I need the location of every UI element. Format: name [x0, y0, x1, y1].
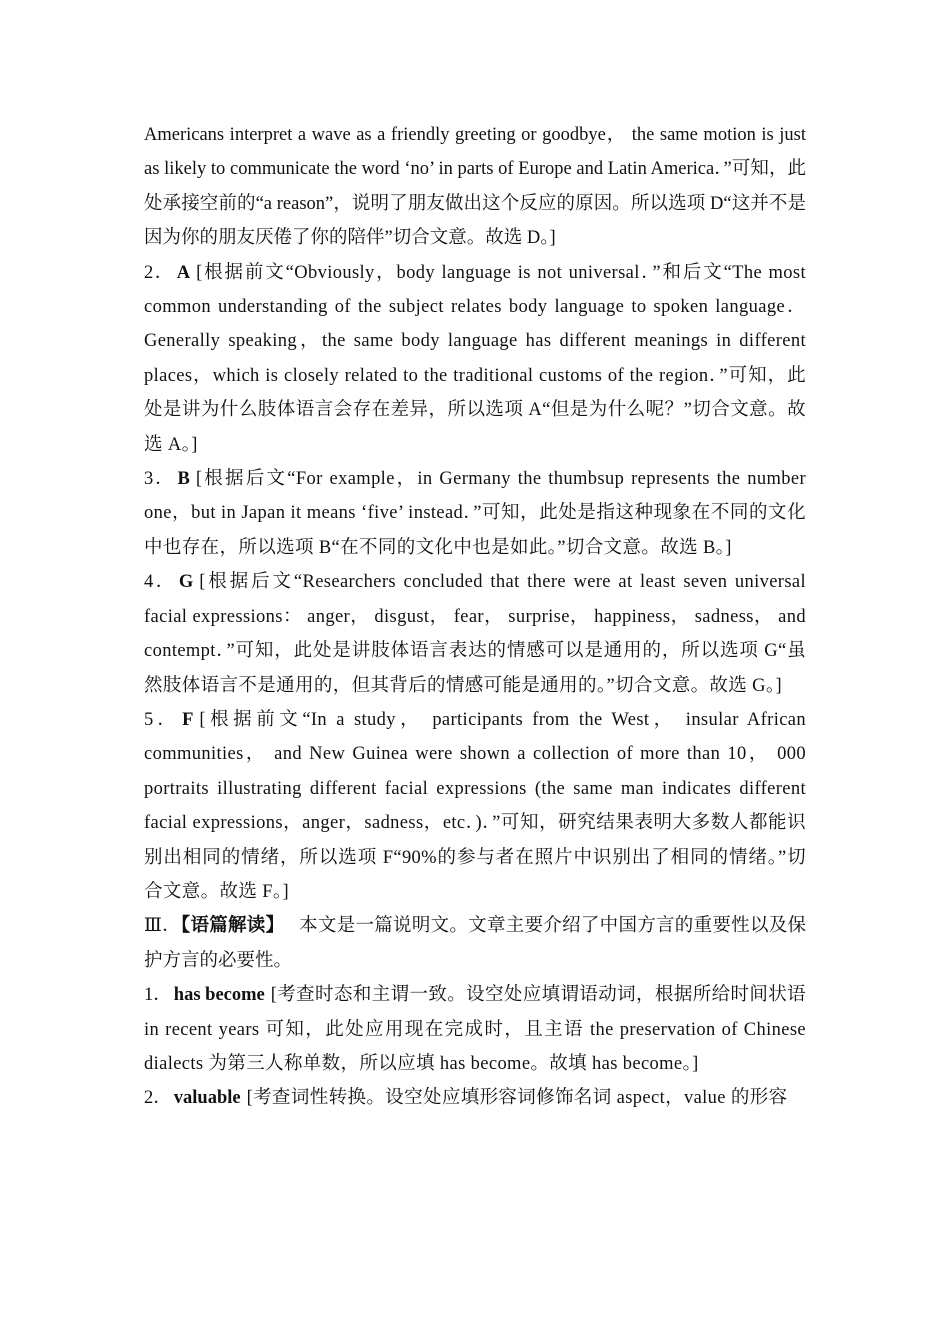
item-number: 1． [144, 985, 172, 1006]
section-summary: 本文是一篇说明文。文章主要介绍了中国方言的重要性以及保护方言的必要性。 [144, 916, 807, 971]
item-explanation: [考查时态和主谓一致。设空处应填谓语动词，根据所给时间状语 in recent years 可知，此处应用现在完成时，且主语 the preservation of Chinese dialects 为第三人称单数，所以应填 has become。故填 has become。] [144, 985, 806, 1074]
continuation-text: Americans interpret a wave as a friendly greeting or goodbye， the same motion is just as likely to communicate the word ‘no’ in parts of Europe and Latin America．”可知，此处承接空前的“a reason”，说明了朋友做出这个反应的原因。所以选项 D“这并不是因为你的朋友厌倦了你的陪伴”切合文意。故选 D。] [144, 125, 806, 249]
item-number: 5． [144, 709, 181, 730]
section-3-intro [144, 909, 806, 978]
answer-item-3 [144, 462, 806, 565]
answer-item-5 [144, 703, 806, 909]
item-answer: valuable [173, 1088, 241, 1109]
item-explanation: [考查词性转换。设空处应填形容词修饰名词 aspect，value 的形容 [246, 1088, 788, 1109]
item-explanation: [根据前文“In a study， participants from the West， insular African communities， and New Guinea were shown a collection of more than 10， 000 portraits illustrating different facial expressions (the same man indicates different facial expressions，anger，sadness，etc．)．”可知，研究结果表明大多数人都能识别出相同的情绪，所以选项 F“90%的参与者在照片中识别出了相同的情绪。”切合文意。故选 F。] [144, 709, 806, 902]
item-explanation: [根据前文“Obviously，body language is not universal．”和后文“The most common understanding of the subject relates body language to spoken language． Generally speaking，the same body language has different meanings in different places，which is closely related to the traditional customs of the region．”可知，此处是讲为什么肢体语言会存在差异，所以选项 A“但是为什么呢？”切合文意。故选 A。] [144, 262, 806, 455]
item-number: 2． [144, 1088, 172, 1109]
answer-item-b1 [144, 978, 806, 1081]
item-answer: A [176, 262, 191, 283]
answer-document [144, 118, 806, 1116]
item-answer: F [182, 709, 194, 730]
continuation-paragraph [144, 118, 806, 256]
item-answer: has become [173, 985, 265, 1006]
answer-item-4 [144, 565, 806, 703]
item-explanation: [根据后文“Researchers concluded that there were at least seven universal facial expressions： anger， disgust， fear， surprise， happiness， sadness， and contempt．”可知，此处是讲肢体语言表达的情感可以是通用的，所以选项 G“虽然肢体语言不是通用的，但其背后的情感可能是通用的。”切合文意。故选 G。] [144, 572, 806, 696]
item-explanation: [根据后文“For example，in Germany the thumbsup represents the number one，but in Japan it means ‘five’ instead．”可知，此处是指这种现象在不同的文化中也存在，所以选项 B“在不同的文化中也是如此。”切合文意。故选 B。] [144, 469, 806, 558]
section-number: Ⅲ． [144, 916, 181, 937]
item-number: 4． [144, 572, 177, 593]
answer-item-2 [144, 256, 806, 462]
answer-item-b2 [144, 1081, 806, 1115]
item-answer: G [178, 572, 194, 593]
item-answer: B [177, 469, 190, 490]
section-heading: 【语篇解读】 [180, 916, 285, 937]
item-number: 2． [144, 262, 175, 283]
item-number: 3． [144, 469, 176, 490]
